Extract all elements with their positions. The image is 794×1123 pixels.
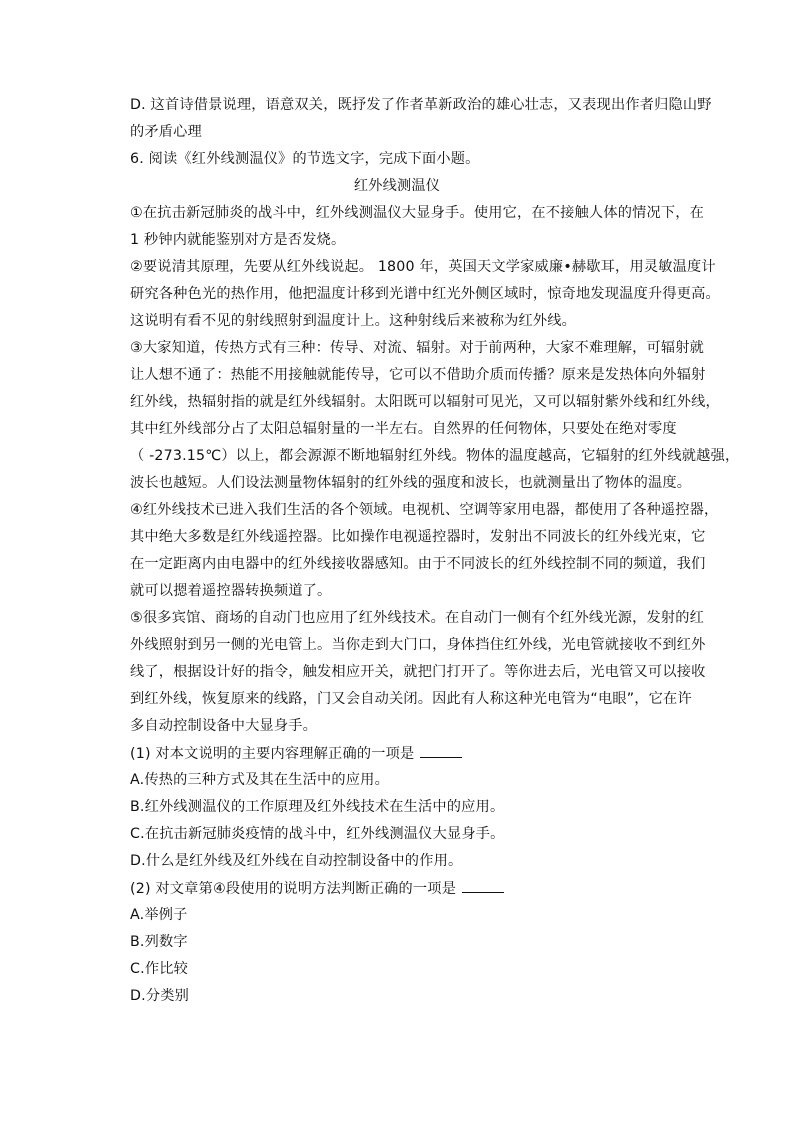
sub-question-2 — [130, 878, 504, 899]
paragraph-line: 其中红外线部分占了太阳总辐射量的一半左右。自然界的任何物体，只要处在绝对零度 — [130, 421, 677, 437]
option-c: C.在抗击新冠肺炎疫情的战斗中，红外线测温仪大显身手。 — [130, 826, 505, 842]
paragraph-line: ①在抗击新冠肺炎的战斗中，红外线测温仪大显身手。使用它，在不接触人体的情况下，在 — [130, 205, 705, 221]
question-6-header: 6. 阅读《红外线测温仪》的节选文字，完成下面小题。 — [130, 151, 480, 167]
sub-question-1 — [130, 743, 462, 764]
option-d-line-1: D. 这首诗借景说理，语意双关，既抒发了作者革新政治的雄心壮志，又表现出作者归隐山野 — [130, 97, 712, 113]
paragraph-line: （ -273.15℃）以上，都会源源不断地辐射红外线。物体的温度越高，它辐射的红外线就越强， — [130, 448, 740, 464]
paragraph-line: 让人想不通了：热能不用接触就能传导，它可以不借助介质而传播？原来是发热体向外辐射 — [130, 367, 706, 383]
paragraph-line: 就可以摁着遥控器转换频道了。 — [130, 583, 332, 599]
option-a: A.传热的三种方式及其在生活中的应用。 — [130, 772, 389, 788]
paragraph-line: 到红外线，恢复原来的线路，门又会自动关闭。因此有人称这种光电管为“电眼”，它在许 — [130, 691, 692, 707]
answer-blank-2[interactable] — [462, 878, 504, 893]
paragraph-line: ⑤很多宾馆、商场的自动门也应用了红外线技术。在自动门一侧有个红外线光源，发射的红 — [130, 610, 705, 626]
paragraph-line: 其中绝大多数是红外线遥控器。比如操作电视遥控器时，发射出不同波长的红外线光束，它 — [130, 529, 706, 545]
paragraph-line: 这说明有看不见的射线照射到温度计上。这种射线后来被称为红外线。 — [130, 313, 577, 329]
paragraph-line: 外线照射到另一侧的光电管上。当你走到大门口，身体挡住红外线，光电管就接收不到红外 — [130, 637, 706, 653]
paragraph-line: 多自动控制设备中大显身手。 — [130, 718, 318, 734]
option-d: D.分类别 — [130, 988, 189, 1004]
paragraph-line: 波长也越短。人们设法测量物体辐射的红外线的强度和波长，也就测量出了物体的温度。 — [130, 475, 692, 491]
option-c: C.作比较 — [130, 961, 188, 977]
option-d: D.什么是红外线及红外线在自动控制设备中的作用。 — [130, 853, 463, 869]
answer-blank-1[interactable] — [420, 743, 462, 758]
sub-question-2-text: (2) 对文章第④段使用的说明方法判断正确的一项是 — [130, 881, 457, 897]
paragraph-line: ④红外线技术已进入我们生活的各个领域。电视机、空调等家用电器，都使用了各种遥控器， — [130, 502, 719, 518]
paragraph-line: 红外线，热辐射指的就是红外线辐射。太阳既可以辐射可见光，又可以辐射紫外线和红外线， — [130, 394, 720, 410]
paragraph-line: 1 秒钟内就能鉴别对方是否发烧。 — [130, 232, 346, 248]
paragraph-line: ②要说清其原理，先要从红外线说起。 1800 年，英国天文学家威廉•赫歇耳，用灵敏温度计 — [130, 259, 716, 275]
paragraph-line: 研究各种色光的热作用，他把温度计移到光谱中红光外侧区域时，惊奇地发现温度升得更高。 — [130, 286, 720, 302]
paragraph-line: 线了，根据设计好的指令，触发相应开关，就把门打开了。等你进去后，光电管又可以接收 — [130, 664, 706, 680]
option-d-line-2: 的矛盾心理 — [130, 124, 202, 140]
option-b: B.列数字 — [130, 934, 188, 950]
passage-title: 红外线测温仪 — [353, 178, 441, 194]
option-a: A.举例子 — [130, 907, 188, 923]
sub-question-1-text: (1) 对本文说明的主要内容理解正确的一项是 — [130, 746, 415, 762]
option-b: B.红外线测温仪的工作原理及红外线技术在生活中的应用。 — [130, 799, 505, 815]
paragraph-line: ③大家知道，传热方式有三种：传导、对流、辐射。对于前两种，大家不难理解，可辐射就 — [130, 340, 705, 356]
paragraph-line: 在一定距离内由电器中的红外线接收器感知。由于不同波长的红外线控制不同的频道，我们 — [130, 556, 706, 572]
